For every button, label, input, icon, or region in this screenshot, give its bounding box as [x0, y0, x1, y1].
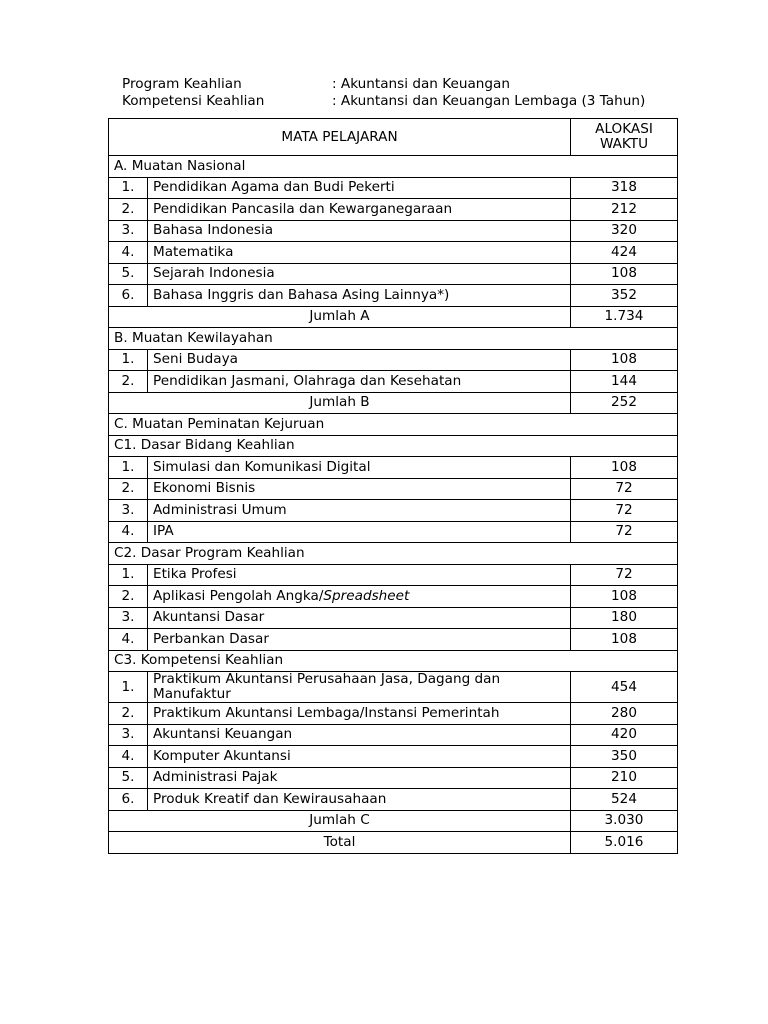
section-c-label: C. Muatan Peminatan Kejuruan [109, 414, 678, 436]
subject-name [148, 242, 571, 264]
kompetensi-label: Kompetensi Keahlian [122, 93, 265, 109]
subject-name [148, 767, 571, 789]
subtotal-c-row [109, 810, 678, 832]
section-c-row [109, 414, 678, 436]
subject-name-text: Bahasa Inggris dan Bahasa Asing Lainnya*) [153, 286, 450, 303]
subject-name [148, 263, 571, 285]
subtotal-b-label: Jumlah B [109, 392, 571, 414]
table-row [109, 629, 678, 651]
table-row [109, 672, 678, 703]
subject-name-text: Etika Profesi [153, 566, 237, 583]
row-number: 1. [109, 564, 148, 586]
section-c3-label: C3. Kompetensi Keahlian [109, 650, 678, 672]
row-number: 4. [109, 629, 148, 651]
table-row [109, 724, 678, 746]
row-number: 3. [109, 220, 148, 242]
hours-value: 108 [571, 629, 678, 651]
table-row [109, 703, 678, 725]
hours-value: 350 [571, 746, 678, 768]
subject-column-header: MATA PELAJARAN [109, 119, 571, 156]
row-number: 2. [109, 371, 148, 393]
subject-name [148, 629, 571, 651]
hours-value: 524 [571, 789, 678, 811]
hours-value: 72 [571, 478, 678, 500]
row-number: 5. [109, 767, 148, 789]
row-number: 3. [109, 500, 148, 522]
subject-name [148, 220, 571, 242]
row-number: 4. [109, 242, 148, 264]
subject-name-text: Pendidikan Pancasila dan Kewarganegaraan [153, 200, 453, 217]
section-c2-row [109, 543, 678, 565]
hours-value: 108 [571, 349, 678, 371]
hours-value: 454 [571, 672, 678, 703]
subject-name [148, 703, 571, 725]
total-value: 5.016 [571, 832, 678, 854]
hours-value: 318 [571, 177, 678, 199]
section-c1-row [109, 435, 678, 457]
subtotal-a-row [109, 306, 678, 328]
kompetensi-value: : Akuntansi dan Keuangan Lembaga (3 Tahun) [332, 93, 646, 109]
program-row [122, 76, 645, 93]
section-c2-label: C2. Dasar Program Keahlian [109, 543, 678, 565]
subject-name-text: Administrasi Pajak [153, 769, 278, 786]
row-number: 4. [109, 521, 148, 543]
table-row [109, 500, 678, 522]
subject-name [148, 746, 571, 768]
hours-value: 72 [571, 500, 678, 522]
program-label: Program Keahlian [122, 76, 242, 92]
table-row [109, 177, 678, 199]
row-number: 1. [109, 457, 148, 479]
table-row [109, 586, 678, 608]
table-row [109, 199, 678, 221]
hours-value: 108 [571, 586, 678, 608]
curriculum-table [108, 118, 678, 854]
row-number: 3. [109, 607, 148, 629]
subject-name [148, 564, 571, 586]
program-value: : Akuntansi dan Keuangan [332, 76, 510, 92]
subject-name-text: Akuntansi Dasar [153, 609, 265, 626]
hours-value: 72 [571, 521, 678, 543]
document-header [122, 76, 645, 110]
subtotal-a-value: 1.734 [571, 306, 678, 328]
subject-name [148, 521, 571, 543]
subject-name [148, 500, 571, 522]
table-row [109, 349, 678, 371]
table-row [109, 789, 678, 811]
table-row [109, 371, 678, 393]
row-number: 2. [109, 586, 148, 608]
table-row [109, 607, 678, 629]
table-header-row [109, 119, 678, 156]
table-row [109, 521, 678, 543]
row-number: 6. [109, 789, 148, 811]
subject-name [148, 199, 571, 221]
hours-value: 424 [571, 242, 678, 264]
subject-name [148, 607, 571, 629]
subject-name-text: Seni Budaya [153, 351, 238, 368]
subject-name [148, 457, 571, 479]
table-row [109, 478, 678, 500]
row-number: 5. [109, 263, 148, 285]
subtotal-c-label: Jumlah C [109, 810, 571, 832]
subject-name-text: Produk Kreatif dan Kewirausahaan [153, 790, 387, 807]
section-c3-row [109, 650, 678, 672]
hours-value: 108 [571, 457, 678, 479]
subject-name [148, 371, 571, 393]
subject-name-text: Praktikum Akuntansi Perusahaan Jasa, Dagang dan Manufaktur [153, 671, 501, 702]
subtotal-a-label: Jumlah A [109, 306, 571, 328]
allocation-header-line1: ALOKASI [595, 121, 653, 137]
subject-name-text: Komputer Akuntansi [153, 747, 291, 764]
subtotal-b-value: 252 [571, 392, 678, 414]
subject-name-text: Pendidikan Agama dan Budi Pekerti [153, 179, 395, 196]
section-a-row [109, 156, 678, 178]
subject-name-text: Praktikum Akuntansi Lembaga/Instansi Pemerintah [153, 704, 500, 721]
table-row [109, 285, 678, 307]
table-row [109, 767, 678, 789]
subject-name [148, 586, 571, 608]
subject-name-text: Akuntansi Keuangan [153, 726, 293, 743]
subject-name [148, 724, 571, 746]
subject-name-italic: Spreadsheet [323, 587, 410, 604]
allocation-header-line2: WAKTU [599, 136, 649, 152]
hours-value: 108 [571, 263, 678, 285]
hours-value: 280 [571, 703, 678, 725]
subject-name [148, 789, 571, 811]
row-number: 2. [109, 703, 148, 725]
section-b-label: B. Muatan Kewilayahan [109, 328, 678, 350]
subtotal-c-value: 3.030 [571, 810, 678, 832]
table-row [109, 263, 678, 285]
hours-value: 320 [571, 220, 678, 242]
hours-value: 420 [571, 724, 678, 746]
hours-value: 72 [571, 564, 678, 586]
section-b-row [109, 328, 678, 350]
row-number: 4. [109, 746, 148, 768]
subject-name-text: Matematika [153, 243, 234, 260]
subject-name [148, 177, 571, 199]
table-row [109, 220, 678, 242]
row-number: 1. [109, 349, 148, 371]
subject-name-text: Simulasi dan Komunikasi Digital [153, 458, 371, 475]
subject-name-text: Sejarah Indonesia [153, 265, 275, 282]
total-label: Total [109, 832, 571, 854]
row-number: 2. [109, 478, 148, 500]
subject-name-text: Bahasa Indonesia [153, 222, 274, 239]
subject-name-text: Perbankan Dasar [153, 630, 269, 647]
table-row [109, 457, 678, 479]
subject-name [148, 672, 571, 703]
subject-name [148, 478, 571, 500]
subject-name-text: IPA [153, 523, 174, 540]
table-body [109, 156, 678, 854]
hours-value: 352 [571, 285, 678, 307]
subject-name [148, 285, 571, 307]
row-number: 1. [109, 672, 148, 703]
subtotal-b-row [109, 392, 678, 414]
section-a-label: A. Muatan Nasional [109, 156, 678, 178]
allocation-column-header [571, 119, 678, 156]
hours-value: 210 [571, 767, 678, 789]
subject-name [148, 349, 571, 371]
kompetensi-row [122, 93, 645, 110]
hours-value: 212 [571, 199, 678, 221]
hours-value: 144 [571, 371, 678, 393]
table-row [109, 242, 678, 264]
row-number: 3. [109, 724, 148, 746]
row-number: 2. [109, 199, 148, 221]
section-c1-label: C1. Dasar Bidang Keahlian [109, 435, 678, 457]
subject-name-text: Ekonomi Bisnis [153, 480, 256, 497]
table-row [109, 564, 678, 586]
subject-name-text: Pendidikan Jasmani, Olahraga dan Kesehatan [153, 372, 462, 389]
row-number: 1. [109, 177, 148, 199]
hours-value: 180 [571, 607, 678, 629]
total-row [109, 832, 678, 854]
subject-name-text: Aplikasi Pengolah Angka/ [153, 587, 324, 604]
table-row [109, 746, 678, 768]
subject-name-text: Administrasi Umum [153, 501, 287, 518]
row-number: 6. [109, 285, 148, 307]
